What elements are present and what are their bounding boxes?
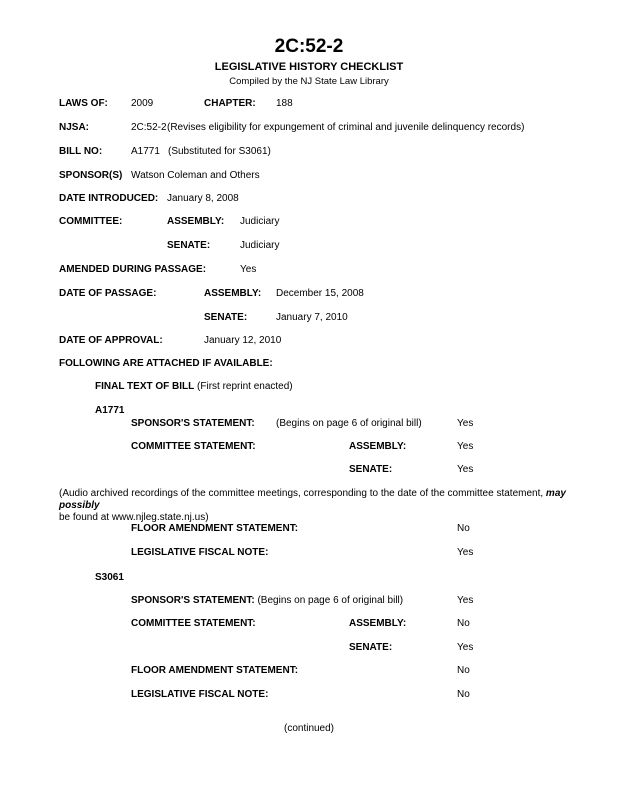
- bill-s3061-heading: S3061: [95, 572, 124, 583]
- s3061-fiscal-note-label: LEGISLATIVE FISCAL NOTE:: [131, 689, 269, 700]
- s3061-committee-senate-value: Yes: [457, 642, 474, 653]
- s3061-floor-amendment-value: No: [457, 665, 470, 676]
- committee-assembly-value: Judiciary: [240, 216, 280, 227]
- s3061-fiscal-note-value: No: [457, 689, 470, 700]
- s3061-sponsor-statement-value: Yes: [457, 595, 474, 606]
- a1771-committee-assembly-label: ASSEMBLY:: [349, 441, 407, 452]
- laws-of-label: LAWS OF:: [59, 98, 108, 109]
- committee-label: COMMITTEE:: [59, 216, 123, 227]
- a1771-fiscal-note-value: Yes: [457, 547, 474, 558]
- a1771-committee-senate-label: SENATE:: [349, 464, 393, 475]
- date-of-approval-label: DATE OF APPROVAL:: [59, 335, 163, 346]
- njsa-value: 2C:52-2: [131, 122, 167, 133]
- following-attached-label: FOLLOWING ARE ATTACHED IF AVAILABLE:: [59, 358, 273, 369]
- date-introduced-label: DATE INTRODUCED:: [59, 193, 159, 204]
- passage-assembly-value: December 15, 2008: [276, 288, 364, 299]
- njsa-label: NJSA:: [59, 122, 90, 133]
- a1771-committee-senate-value: Yes: [457, 464, 474, 475]
- bill-a1771-heading: A1771: [95, 405, 125, 416]
- date-of-passage-label: DATE OF PASSAGE:: [59, 288, 157, 299]
- s3061-committee-assembly-value: No: [457, 618, 470, 629]
- committee-senate-label: SENATE:: [167, 240, 211, 251]
- chapter-value: 188: [276, 98, 293, 109]
- audio-note-emphasis: may possibly: [59, 488, 566, 511]
- bill-no-substitution: (Substituted for S3061): [168, 146, 271, 157]
- s3061-committee-senate-label: SENATE:: [349, 642, 393, 653]
- audio-archive-note: [59, 488, 569, 524]
- chapter-label: CHAPTER:: [204, 98, 256, 109]
- passage-senate-label: SENATE:: [204, 312, 248, 323]
- committee-assembly-label: ASSEMBLY:: [167, 216, 225, 227]
- audio-note-text: (Audio archived recordings of the committee meetings, corresponding to the date of the committee statement,: [59, 488, 544, 499]
- amended-value: Yes: [240, 264, 257, 275]
- date-introduced-value: January 8, 2008: [167, 193, 239, 204]
- a1771-floor-amendment-label: FLOOR AMENDMENT STATEMENT:: [131, 523, 299, 534]
- committee-senate-value: Judiciary: [240, 240, 280, 251]
- njsa-description: (Revises eligibility for expungement of criminal and juvenile delinquency records): [167, 122, 525, 133]
- laws-of-value: 2009: [131, 98, 154, 109]
- a1771-sponsor-statement-value: Yes: [457, 418, 474, 429]
- final-text-label: FINAL TEXT OF BILL: [95, 381, 195, 392]
- s3061-sponsor-statement-note: (Begins on page 6 of original bill): [257, 595, 404, 606]
- s3061-sponsor-statement-row: [131, 595, 403, 606]
- a1771-sponsor-statement-label: SPONSOR'S STATEMENT:: [131, 418, 255, 429]
- final-text-note: (First reprint enacted): [197, 381, 293, 392]
- a1771-sponsor-statement-note: (Begins on page 6 of original bill): [276, 418, 422, 429]
- a1771-floor-amendment-value: No: [457, 523, 470, 534]
- a1771-fiscal-note-label: LEGISLATIVE FISCAL NOTE:: [131, 547, 269, 558]
- s3061-floor-amendment-label: FLOOR AMENDMENT STATEMENT:: [131, 665, 299, 676]
- checklist-heading: LEGISLATIVE HISTORY CHECKLIST: [214, 61, 404, 73]
- bill-no-label: BILL NO:: [59, 146, 103, 157]
- sponsor-value: Watson Coleman and Others: [131, 170, 260, 181]
- a1771-committee-assembly-value: Yes: [457, 441, 474, 452]
- passage-assembly-label: ASSEMBLY:: [204, 288, 262, 299]
- sponsor-label: SPONSOR(S): [59, 170, 123, 181]
- bill-no-value: A1771: [131, 146, 160, 157]
- amended-label: AMENDED DURING PASSAGE:: [59, 264, 207, 275]
- document-title: 2C:52-2: [274, 36, 344, 57]
- date-of-approval-value: January 12, 2010: [204, 335, 282, 346]
- s3061-committee-statement-label: COMMITTEE STATEMENT:: [131, 618, 256, 629]
- s3061-sponsor-statement-label: SPONSOR'S STATEMENT:: [131, 595, 255, 606]
- audio-note-link-text: be found at www.njleg.state.nj.us): [59, 512, 209, 523]
- continued-note: (continued): [283, 723, 335, 734]
- a1771-committee-statement-label: COMMITTEE STATEMENT:: [131, 441, 256, 452]
- passage-senate-value: January 7, 2010: [276, 312, 348, 323]
- compiled-by: Compiled by the NJ State Law Library: [229, 76, 389, 87]
- s3061-committee-assembly-label: ASSEMBLY:: [349, 618, 407, 629]
- final-text-row: [95, 381, 293, 392]
